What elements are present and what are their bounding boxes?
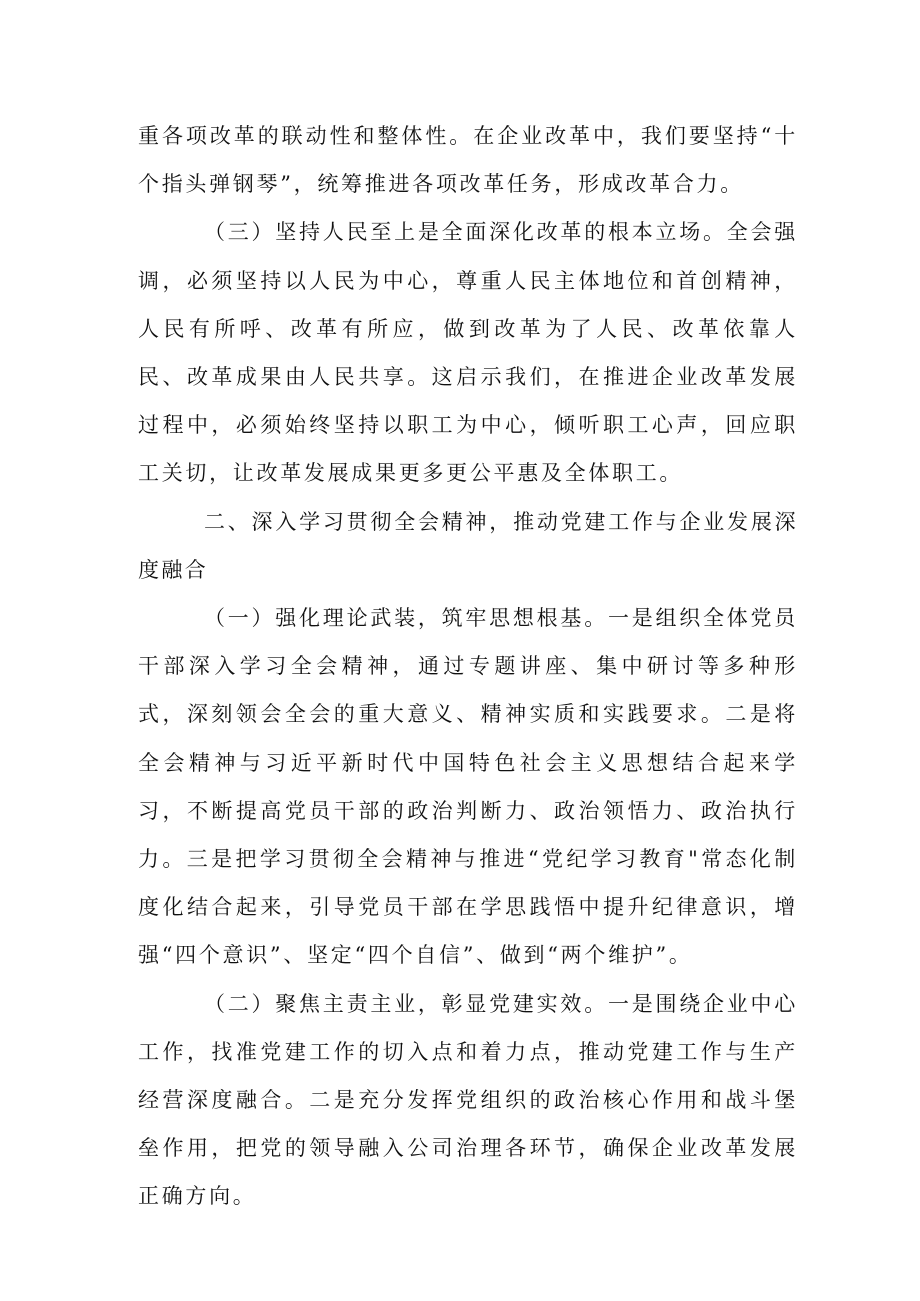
- document-body: [138, 112, 798, 1221]
- paragraph-continuation: 重各项改革的联动性和整体性。在企业改革中，我们要坚持“十个指头弹钢琴”，统筹推进各项改革任务，形成改革合力。: [138, 124, 798, 197]
- paragraph-subsection-2-main-business: （二）聚焦主责主业，彰显党建实效。一是围绕企业中心工作，找准党建工作的切入点和着力点，推动党建工作与生产经营深度融合。二是充分发挥党组织的政治核心作用和战斗堡垒作用，把党的领导融入公司治理各环节，确保企业改革发展正确方向。: [138, 991, 798, 1209]
- paragraph-section-3-people-first: （三）坚持人民至上是全面深化改革的根本立场。全会强调，必须坚持以人民为中心，尊重人民主体地位和首创精神，人民有所呼、改革有所应，做到改革为了人民、改革依靠人民、改革成果由人民共享。这启示我们，在推进企业改革发展过程中，必须始终坚持以职工为中心，倾听职工心声，回应职工关切，让改革发展成果更多更公平惠及全体职工。: [138, 220, 798, 486]
- paragraph-subsection-1-theory: （一）强化理论武装，筑牢思想根基。一是组织全体党员干部深入学习全会精神，通过专题讲座、集中研讨等多种形式，深刻领会全会的重大意义、精神实质和实践要求。二是将全会精神与习近平新时代中国特色社会主义思想结合起来学习，不断提高党员干部的政治判断力、政治领悟力、政治执行力。三是把学习贯彻全会精神与推进“党纪学习教育"常态化制度化结合起来，引导党员干部在学思践悟中提升纪律意识，增强“四个意识”、坚定“四个自信”、做到“两个维护”。: [138, 606, 798, 968]
- section-heading-part-2: 二、深入学习贯彻全会精神，推动党建工作与企业发展深度融合: [138, 509, 798, 582]
